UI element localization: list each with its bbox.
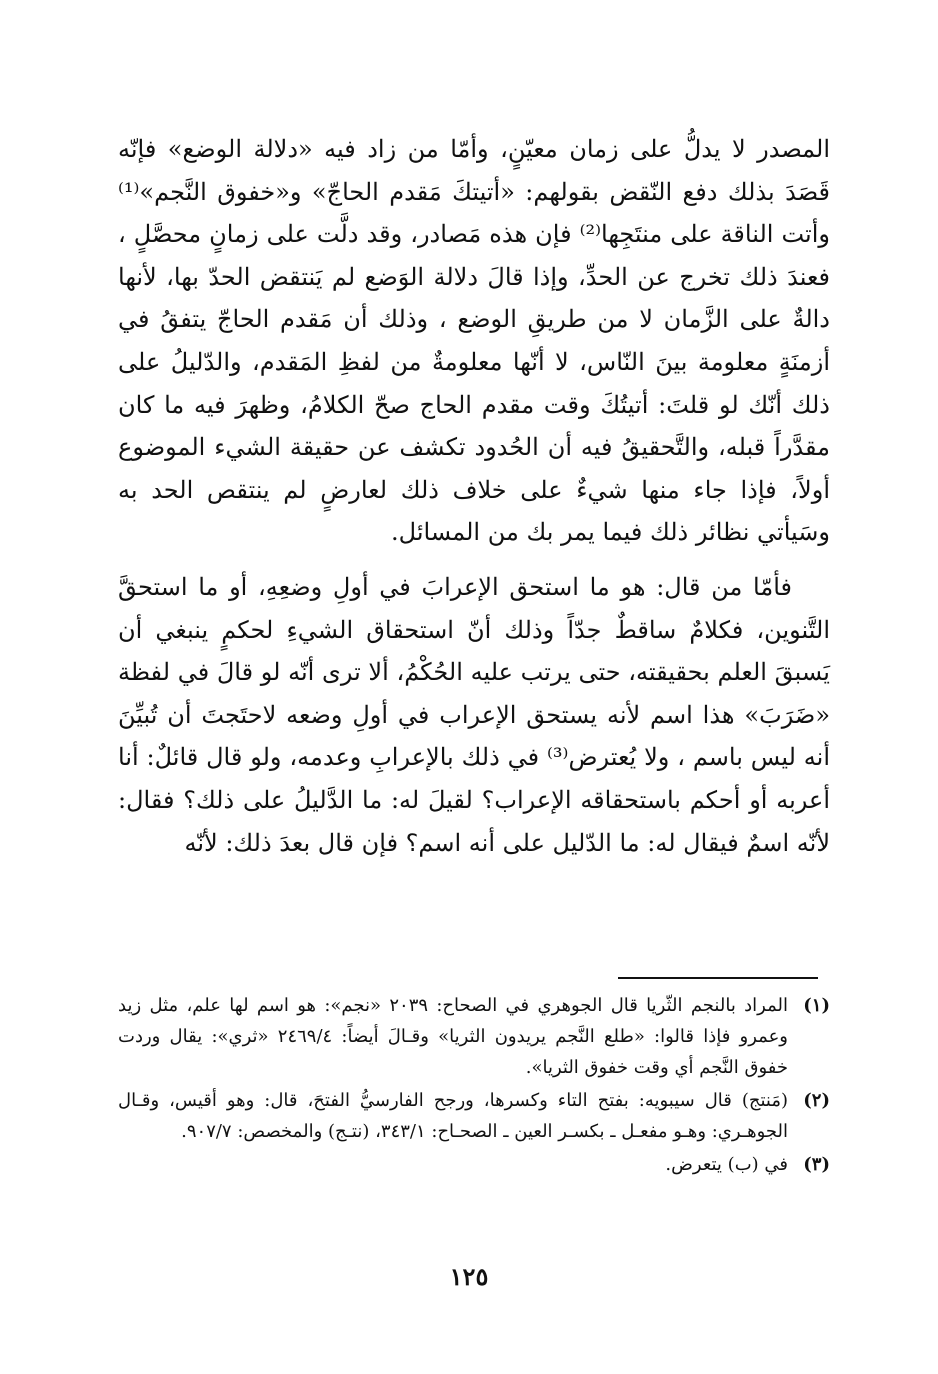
footnotes	[118, 990, 830, 1182]
page-number: ١٢٥	[449, 1262, 489, 1291]
footnote-text: (مَنتج) قال سيبويه: بفتح التاء وكسرها، ورجح الفارسيُّ الفتحَ، قال: وهو أقيس، وقـال الجوهـري: وهـو مفعـل ـ بكسـر العين ـ الصحـاح: ٣٤٣/١، (نتـج) والمخصص: ٩٠٧/٧.	[118, 1090, 788, 1142]
footnote-separator	[618, 977, 818, 979]
footnote-1	[118, 990, 830, 1083]
paragraph-2: فأمّا من قال: هو ما استحق الإعرابَ في أولِ وضعِهِ، أو ما استحقَّ التَّنوين، فكلامٌ ساقطٌ جدّاً وذلك أنّ استحقاق الشيءِ لحكمٍ ينبغي أن يَسبقَ العلم بحقيقته، حتى يرتب عليه الحُكْمُ، ألا ترى أنّه لو قالَ في لفظة «ضَرَبَ» هذا اسم لأنه يستحق الإعراب في أولِ وضعه لاحتَجتَ أن تُبيِّنَ أنه ليس باسم ، ولا يُعترض⁽³⁾ في ذلك بالإعرابِ وعدمه، ولو قال قائلٌ: أنا أعربه أو أحكم باستحقاقه الإعراب؟ لقيلَ له: ما الدَّليلُ على ذلك؟ فقال: لأنّه اسمٌ فيقال له: ما الدّليل على أنه اسم؟ فإن قال بعدَ ذلك: لأنّه	[118, 572, 830, 857]
footnote-text: في (ب) يتعرض.	[665, 1154, 788, 1175]
footnote-marker: (٢)	[803, 1090, 830, 1111]
footnote-3	[118, 1149, 830, 1180]
paragraph-1: المصدر لا يدلُّ على زمان معيّنٍ، وأمّا من زاد فيه «دلالة الوضع» فإنّه قَصَدَ بذلك دفع النّقض بقولهم: «أتيتكَ مَقدم الحاجّ» و«خفوق النَّجم»⁽¹⁾ وأتت الناقة على منتَجِها⁽²⁾ فإن هذه مَصادر، وقد دلَّت على زمانٍ محصَّلٍ ، فعندَ ذلك تخرج عن الحدِّ، وإذا قالَ دلالة الوَضع لم يَنتقض الحدّ بها، لأنها دالةٌ على الزَّمان لا من طريقِ الوضع ، وذلك أن مَقدم الحاجّ يتفقُ في أزمنَةٍ معلومة بينَ النّاس، لا أنّها معلومةٌ من لفظِ المَقدم، والدّليلُ على ذلك أنّك لو قلتَ: أتيتُكَ وقت مقدم الحاج صحّ الكلامُ، وظهرَ فيه ما كان مقدَّراً قبله، والتَّحقيقُ فيه أن الحُدود تكشف عن حقيقة الشيء الموضوع أولاً، فإذا جاء منها شيءٌ على خلاف ذلك لعارضٍ لم ينتقص الحد به وسَيأتي نظائر ذلك فيما يمر بك من المسائل.	[118, 135, 831, 547]
footnote-text: المراد بالنجم الثّريا قال الجوهري في الصحاح: ٢٠٣٩ «نجم»: هو اسم لها علم، مثل زيد وعمرو فإذا قالوا: «طلع النَّجم يريدون الثريا» وقـالَ أيضاً: ٢٤٦٩/٤ «ثري»: يقال وردت خفوق النَّجم أي وقت خفوق الثريا».	[118, 995, 788, 1078]
footnote-marker: (١)	[803, 995, 830, 1016]
footnote-2	[118, 1085, 830, 1147]
footnote-marker: (٣)	[803, 1154, 830, 1175]
main-text	[118, 128, 830, 864]
